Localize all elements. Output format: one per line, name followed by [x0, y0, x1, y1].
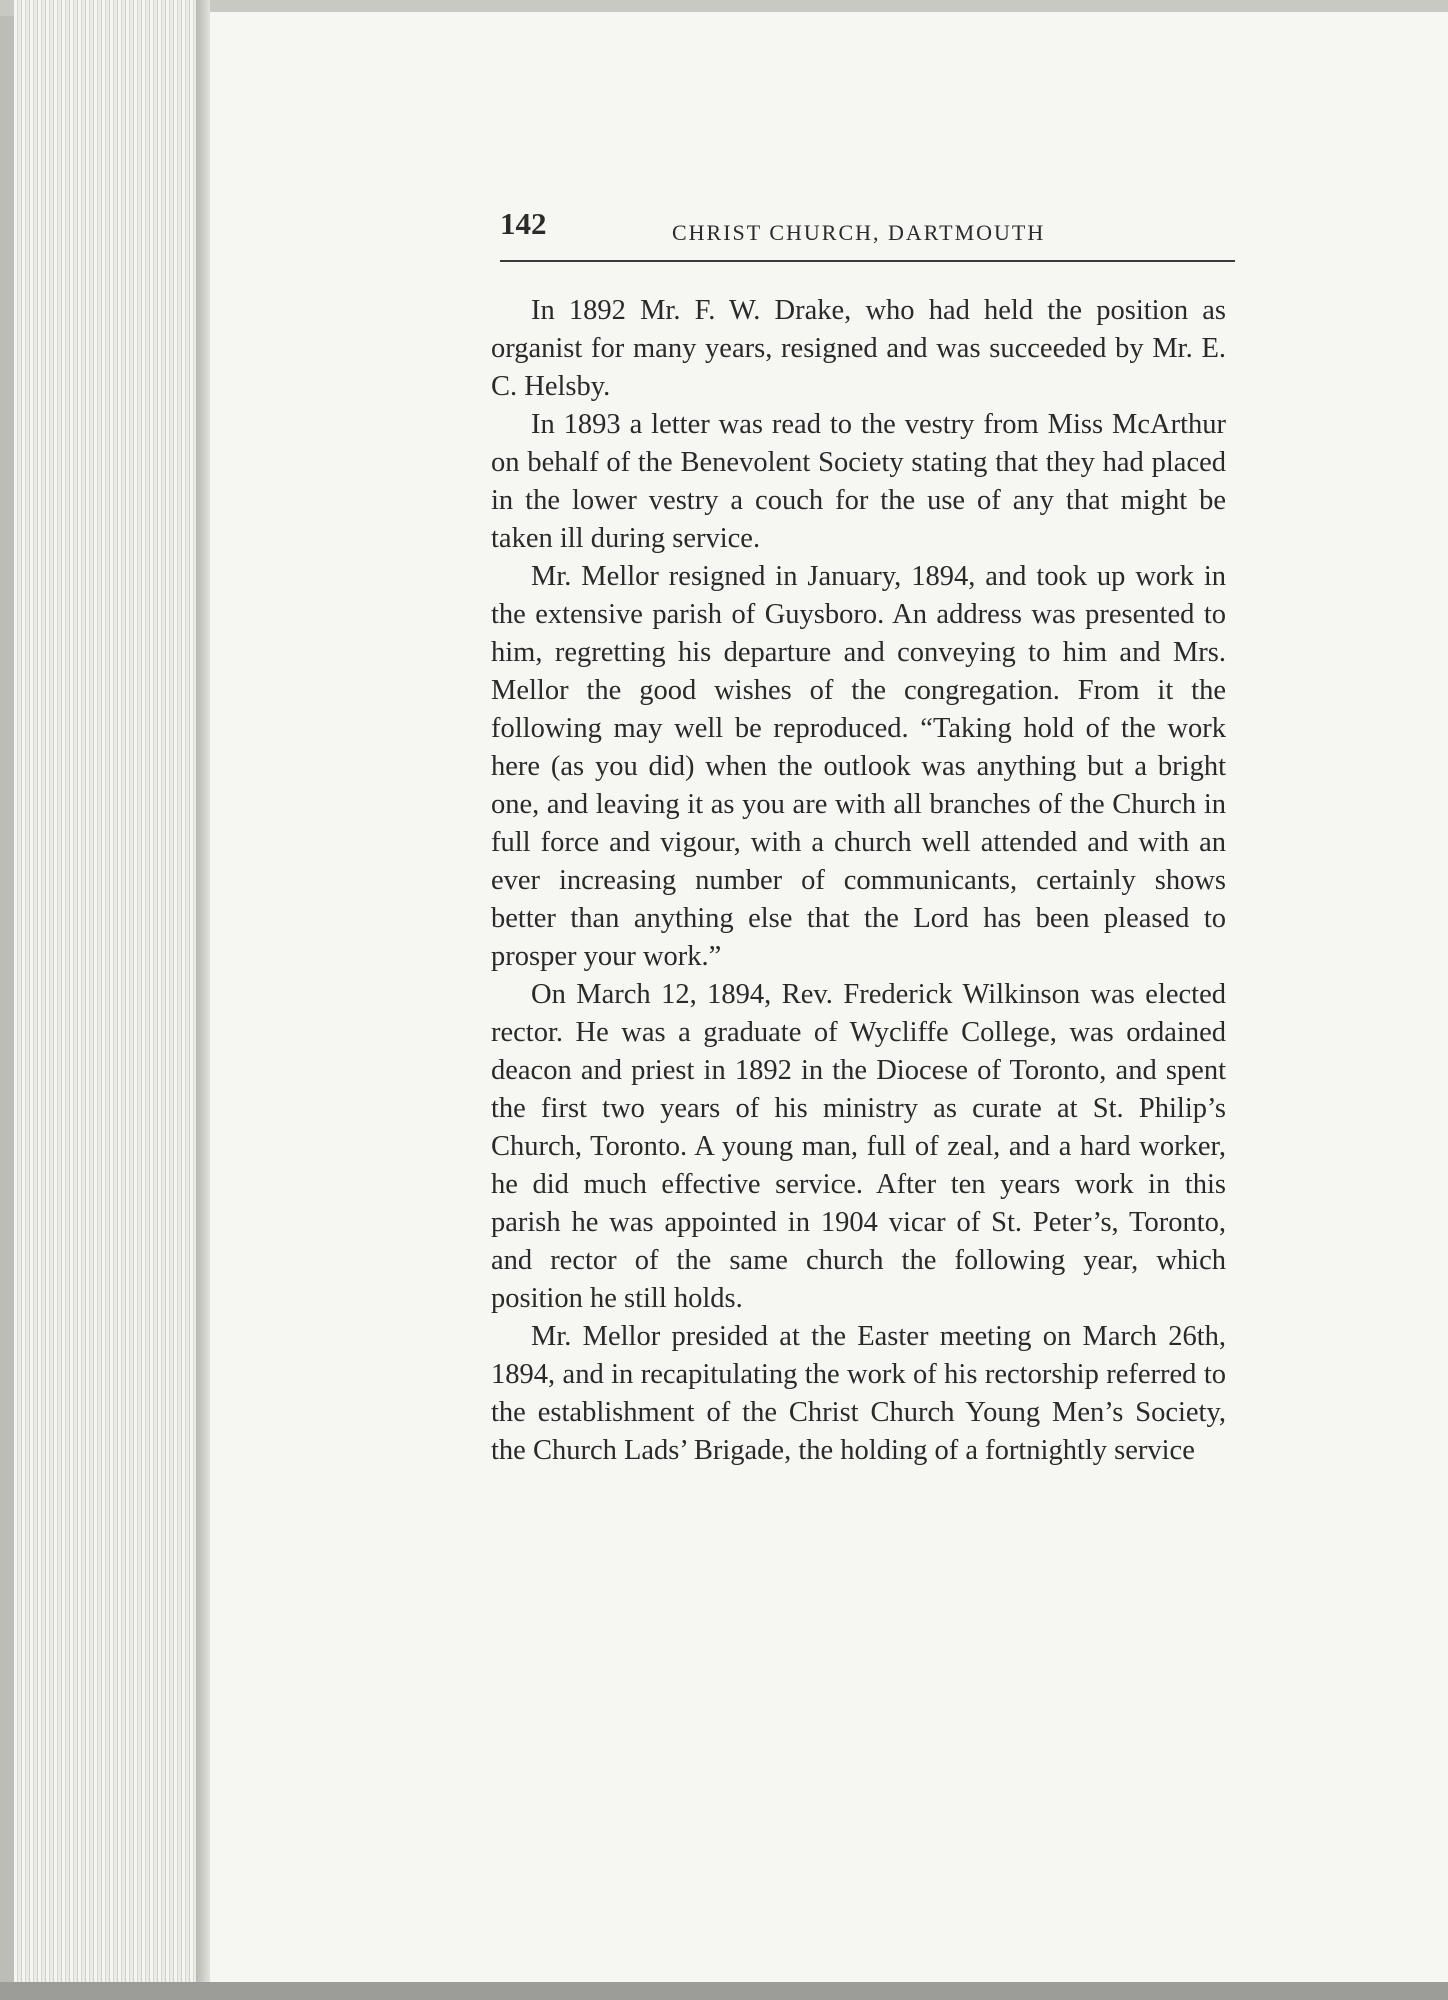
body-text: [491, 292, 1226, 1470]
paragraph-easter-meeting: Mr. Mellor presided at the Easter meeting on March 26th, 1894, and in recapitulating the work of his rectorship referred to the establishment of the Christ Church Young Men’s Society, the Church Lads’ Brigade, the holding of a fortnightly service: [491, 1321, 1226, 1466]
paragraph-organist: In 1892 Mr. F. W. Drake, who had held the position as organist for many years, resigned and was succeeded by Mr. E. C. Helsby.: [491, 295, 1226, 402]
paragraph-mellor-resignation: Mr. Mellor resigned in January, 1894, and took up work in the extensive parish of Guysboro. An address was presented to him, regretting his departure and conveying to him and Mrs. Mellor the good wishes of the congregation. From it the following may well be reproduced. “Taking hold of the work here (as you did) when the outlook was anything but a bright one, and leaving it as you are with all branches of the Church in full force and vigour, with a church well attended and with an ever increasing number of communicants, certainly shows better than anything else that the Lord has been pleased to prosper your work.”: [491, 561, 1226, 972]
page-header: [500, 206, 1235, 256]
book-gutter-shadow: [196, 0, 210, 2000]
paragraph-vestry-letter: In 1893 a letter was read to the vestry from Miss McArthur on behalf of the Benevolent Society stating that they had placed in the lower vestry a couch for the use of any that might be taken ill during service.: [491, 409, 1226, 554]
paragraph-wilkinson-election: On March 12, 1894, Rev. Frederick Wilkinson was elected rector. He was a graduate of Wycliffe College, was ordained deacon and priest in 1892 in the Diocese of Toronto, and spent the first two years of his ministry as curate at St. Philip’s Church, Toronto. A young man, full of zeal, and a hard worker, he did much effective service. After ten years work in this parish he was appointed in 1904 vicar of St. Peter’s, Toronto, and rector of the same church the following year, which position he still holds.: [491, 979, 1226, 1314]
running-title: CHRIST CHURCH, DARTMOUTH: [672, 220, 1046, 245]
scan-bottom-edge: [0, 1982, 1448, 2000]
header-rule: [500, 260, 1235, 262]
page-number: 142: [500, 206, 547, 241]
book-page-edges: [14, 0, 210, 2000]
